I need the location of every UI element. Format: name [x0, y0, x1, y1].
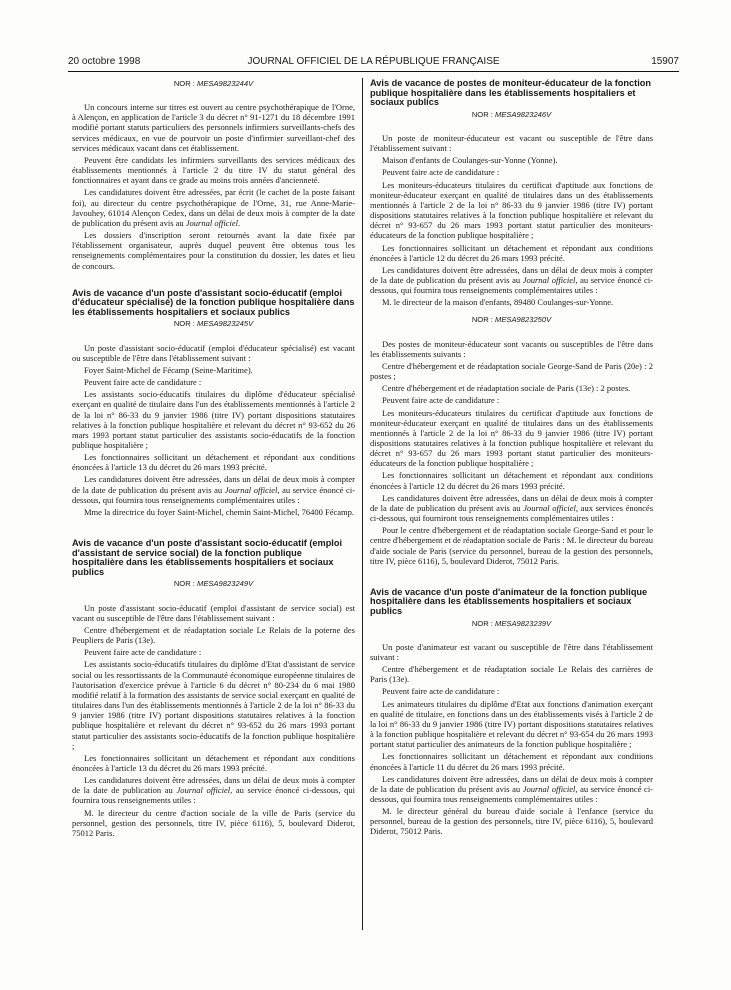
- paragraph: Les animateurs titulaires du diplôme d'Etat aux fonctions d'animation exerçant en qualité de titulaire, en fonctions dans un des établissements visés à l'article 2 de la loi n° 86-33 du 9 janvier 1986 (titre IV) portant dispositions statutaires relatives à la fonction publique hospitalière et relevant du décret n° 93-654 du 26 mars 1993 portant statut particulier des animateurs de la fonction publique hospitalière ;: [370, 698, 653, 750]
- nor-code: MESA9823250V: [495, 315, 552, 325]
- paragraph-text: .: [237, 217, 241, 228]
- journal-officiel-italic: Journal officiel: [522, 783, 576, 794]
- paragraph: M. le directeur de la maison d'enfants, 89480 Coulanges-sur-Yonne.: [382, 297, 614, 308]
- journal-officiel-italic: Journal officiel: [185, 217, 238, 228]
- paragraph: Un poste d'assistant socio-éducatif (emploi d'éducateur spécialisé) est vacant ou susceptible de l'être dans l'établissement suivant :: [72, 342, 355, 363]
- notice-heading: Avis de vacance d'un poste d'assistant socio-éducatif (emploi d'éducateur spécialisé) de la fonction publique hospitalière dans les établissements hospitaliers et sociaux publics: [72, 287, 355, 317]
- nor-prefix: NOR :: [173, 579, 198, 589]
- notice-heading: Avis de vacance d'un poste d'animateur de la fonction publique hospitalière dans les établissements hospitaliers et sociaux publics: [370, 586, 648, 617]
- nor-code: MESA9823239V: [495, 618, 552, 628]
- nor-reference: [72, 319, 355, 329]
- paragraph: Un poste de moniteur-éducateur est vacant ou susceptible de l'être dans l'établissement suivant :: [370, 132, 653, 154]
- paragraph: Centre d'hébergement et de réadaptation sociale Le Relais des carrières de Paris (13e).: [370, 664, 653, 685]
- nor-prefix: NOR :: [471, 109, 496, 119]
- header-date: 20 octobre 1998: [68, 56, 141, 67]
- paragraph: Les moniteurs-éducateurs titulaires du certificat d'aptitude aux fonctions de moniteur-éducateur exerçant en qualité de titulaires dans un des établissements mentionnés à l'article 2 de la loi n° 86-33 du 9 janvier 1986 (titre IV) portant dispositions statutaires relatives à la fonction publique hospitalière et relevant du décret n° 93-657 du 26 mars 1993 portant statut particulier des moniteurs-éducateurs de la fonction publique hospitalière ;: [370, 179, 653, 241]
- paragraph: Maison d'enfants de Coulanges-sur-Yonne (Yonne).: [382, 155, 558, 166]
- page-number: 15907: [651, 56, 679, 67]
- paragraph: [370, 774, 653, 804]
- paragraph: Peuvent faire acte de candidature :: [382, 167, 500, 178]
- paragraph: Les fonctionnaires sollicitant un détachement et répondant aux conditions énoncées à l'article 12 du décret du 26 mars 1993 précité.: [370, 470, 653, 491]
- paragraph: Les assistants socio-éducatifs titulaires du diplôme d'Etat d'assistant de service social ou les ressortissants de la Communauté économique européenne titulaires de l'autorisation d'exercice prévue à l'article 6 du décret n° 80-234 du 6 mai 1980 modifié relatif à la formation des assistants de service social exerçant en qualité de titulaires dans l'un des établissements mentionnés à l'article 2 de la loi n° 86-33 du 9 janvier 1986 (titre IV) portant dispositions statutaires relatives à la fonction publique hospitalière et relevant du décret n° 93-652 du 26 mars 1993 portant statut particulier des assistants socio-éducatifs de la fonction publique hospitalière ;: [72, 659, 355, 751]
- nor-prefix: NOR :: [471, 618, 496, 628]
- nor-reference: [370, 619, 653, 629]
- paragraph: Les moniteurs-éducateurs titulaires du certificat d'aptitude aux fonctions de moniteur-éducateur exerçant en qualité de titulaires dans un des établissements mentionnés à l'article 2 de la loi n° 86-33 du 9 janvier 1986 (titre IV) portant dispositions statutaires relatives à la fonction publique hospitalière et relevant du décret n° 93-657 du 26 mars 1993 portant statut particulier des moniteurs-éducateurs de la fonction publique hospitalière ;: [370, 407, 653, 469]
- paragraph: M. le directeur du centre d'action sociale de la ville de Paris (service du personnel, gestion des personnels, titre IV, pièce 6116), 5, boulevard Diderot, 75012 Paris.: [72, 807, 355, 838]
- paragraph: Les fonctionnaires sollicitant un détachement et répondant aux conditions énoncées à l'article 11 du décret du 26 mars 1993 précité.: [370, 751, 653, 772]
- journal-officiel-italic: Journal officiel: [523, 502, 576, 513]
- paragraph: Des postes de moniteur-éducateur sont vacants ou susceptibles de l'être dans les établissements suivants :: [370, 338, 653, 359]
- paragraph: [72, 775, 355, 805]
- journal-officiel-italic: Journal officiel: [176, 785, 231, 796]
- page-header: [68, 56, 679, 70]
- paragraph: M. le directeur général du bureau d'aide sociale à l'enfance (service du personnel, bureau de la gestion des personnels, titre IV, pièce 6116), 5, boulevard Diderot, 75012 Paris.: [370, 806, 653, 837]
- nor-code: MESA9823245V: [197, 319, 254, 329]
- notice-heading: Avis de vacance d'un poste d'assistant socio-éducatif (emploi d'assistant de service social) de la fonction publique hospitalière dans les établissements hospitaliers et sociaux publics: [72, 538, 343, 577]
- paragraph: Centre d'hébergement et de réadaptation sociale de Paris (13e) : 2 postes.: [382, 383, 631, 394]
- paragraph: Les assistants socio-éducatifs titulaires du diplôme d'éducateur spécialisé exerçant en qualité de titulaire dans l'un des établissements mentionnés à l'article 2 de la loi n° 86-33 du 9 janvier 1986 (titre IV) portant dispositions statutaires relatives à la fonction publique hospitalière et relevant du décret n° 93-652 du 26 mars 1993 portant statut particulier des assistants socio-éducatifs de la fonction publique hospitalière ;: [72, 389, 355, 450]
- nor-prefix: NOR :: [173, 79, 198, 88]
- paragraph: Un concours interne sur titres est ouvert au centre psychothérapique de l'Orne, à Alençon, en application de l'article 3 du décret n° 91-1271 du 18 décembre 1991 modifié portant statuts particuliers des personnels infirmiers surveillants-chefs des services médicaux, en vue de pourvoir un poste d'infirmier surveillant-chef des services médicaux vacant dans cet établissement.: [72, 102, 355, 153]
- paragraph-text: , au service énoncé ci-dessous, qui fournira tous renseignements complémentaires utiles :: [72, 484, 356, 505]
- paragraph-text: Les candidatures doivent être adressées, dans un délai de deux mois à compter de la date de publication du présent avis au: [370, 264, 653, 285]
- paragraph: Peuvent faire acte de candidature :: [382, 686, 500, 697]
- paragraph: Peuvent faire acte de candidature :: [382, 395, 500, 406]
- paragraph: [72, 474, 355, 504]
- left-column: [72, 79, 355, 838]
- paragraph: Pour le centre d'hébergement et de réadaptation sociale George-Sand et pour le centre d'hébergement et de réadaptation sociale de Paris : M. le directeur du bureau d'aide sociale de Paris (service du personnel, bureau de la gestion des personnels, titre IV, pièce 6116), 5, boulevard Diderot, 75012 Paris.: [370, 525, 653, 566]
- paragraph-text: Les candidatures doivent être adressées, dans un délai de deux mois à compter de la date de publication du présent avis au: [370, 773, 653, 794]
- nor-reference: [370, 110, 653, 120]
- paragraph-text: Les candidatures doivent être adressées, dans un délai de deux mois à compter de la date de publication du présent avis au: [72, 474, 355, 495]
- nor-code: MESA9823244V: [197, 79, 254, 88]
- nor-prefix: NOR :: [471, 315, 496, 325]
- paragraph: Peuvent faire acte de candidature :: [84, 647, 202, 658]
- nor-code: MESA9823246V: [495, 109, 552, 119]
- nor-reference: [370, 315, 653, 325]
- paragraph: [370, 265, 653, 295]
- paragraph: Les fonctionnaires sollicitant un détachement et répondant aux conditions énoncées à l'article 12 du décret du 26 mars 1993 précité.: [370, 242, 653, 263]
- journal-officiel-italic: Journal officiel: [224, 484, 278, 495]
- paragraph: [370, 493, 653, 523]
- paragraph: Centre d'hébergement et de réadaptation sociale George-Sand de Paris (20e) : 2 postes ;: [370, 360, 653, 382]
- paragraph-text: , au service énoncé ci-dessous, qui fournira tous renseignements complémentaires utiles :: [370, 274, 654, 296]
- paragraph: [72, 187, 355, 228]
- nor-prefix: NOR :: [173, 319, 198, 329]
- paragraph: Peuvent faire acte de candidature :: [84, 377, 202, 388]
- notice-heading: Avis de vacance de postes de moniteur-éducateur de la fonction publique hospitalière dans les établissements hospitaliers et sociaux publics: [370, 78, 651, 108]
- paragraph: Un poste d'assistant socio-éducatif (emploi d'assistant de service social) est vacant ou susceptible de l'être dans l'établissement suivant :: [72, 602, 355, 623]
- paragraph: Les fonctionnaires sollicitant un détachement et répondant aux conditions énoncées à l'article 13 du décret du 26 mars 1993 précité.: [72, 452, 355, 473]
- journal-officiel-italic: Journal officiel: [522, 274, 576, 285]
- paragraph-text: Les candidatures doivent être adressées, par écrit (le cachet de la poste faisant foi), au directeur du centre psychothérapique de l'Orne, 31, rue Anne-Marie-Javouhey, 61014 Alençon Cedex, dans un délai de deux mois à compter de la date de publication du présent avis au: [72, 187, 355, 228]
- paragraph: Centre d'hébergement et de réadaptation sociale Le Relais de la poterne des Peupliers de Paris (13e).: [72, 624, 355, 646]
- column-divider: [362, 78, 363, 930]
- nor-reference: [72, 579, 355, 589]
- paragraph-text: Les candidatures doivent être adressées, dans un délai de deux mois à compter de la date de publication du présent avis au: [370, 492, 653, 513]
- nor-code: MESA9823249V: [197, 579, 254, 589]
- paragraph: Les fonctionnaires sollicitant un détachement et répondant aux conditions énoncées à l'article 13 du décret du 26 mars 1993 précité.: [72, 752, 355, 773]
- paragraph-text: Les candidatures doivent être adressées, dans un délai de deux mois à compter de la date de publication au: [72, 775, 355, 796]
- paragraph-text: , aux services énoncés ci-dessous, qui fourniront tous renseignements complémentaires utiles :: [370, 502, 654, 524]
- nor-reference: [72, 79, 355, 89]
- paragraph: Les dossiers d'inscription seront retournés avant la date fixée par l'établissement organisateur, auprès duquel peuvent être obtenus tous les renseignements complémentaires pour la constitution du dossier, les dates et lieu de concours.: [72, 230, 355, 271]
- paragraph-text: , au service énoncé ci-dessous, qui fournira tous renseignements complémentaires utiles :: [370, 783, 654, 804]
- paragraph: Peuvent être candidats les infirmiers surveillants des services médicaux des établissements mentionnés à l'article 2 du titre IV du statut général des fonctionnaires et ayant dans ce grade au moins trois années d'ancienneté.: [72, 154, 355, 186]
- header-rule: [68, 71, 679, 72]
- paragraph: Mme la directrice du foyer Saint-Michel, chemin Saint-Michel, 76400 Fécamp.: [84, 506, 355, 517]
- paragraph-text: , au service énoncé ci-dessous, qui fournira tous renseignements utiles :: [72, 785, 355, 806]
- paragraph: Foyer Saint-Michel de Fécamp (Seine-Maritime).: [84, 364, 253, 375]
- journal-title: JOURNAL OFFICIEL DE LA RÉPUBLIQUE FRANÇAISE: [247, 56, 500, 67]
- right-column: [370, 79, 653, 837]
- paragraph: Un poste d'animateur est vacant ou susceptible de l'être dans l'établissement suivant :: [370, 641, 653, 662]
